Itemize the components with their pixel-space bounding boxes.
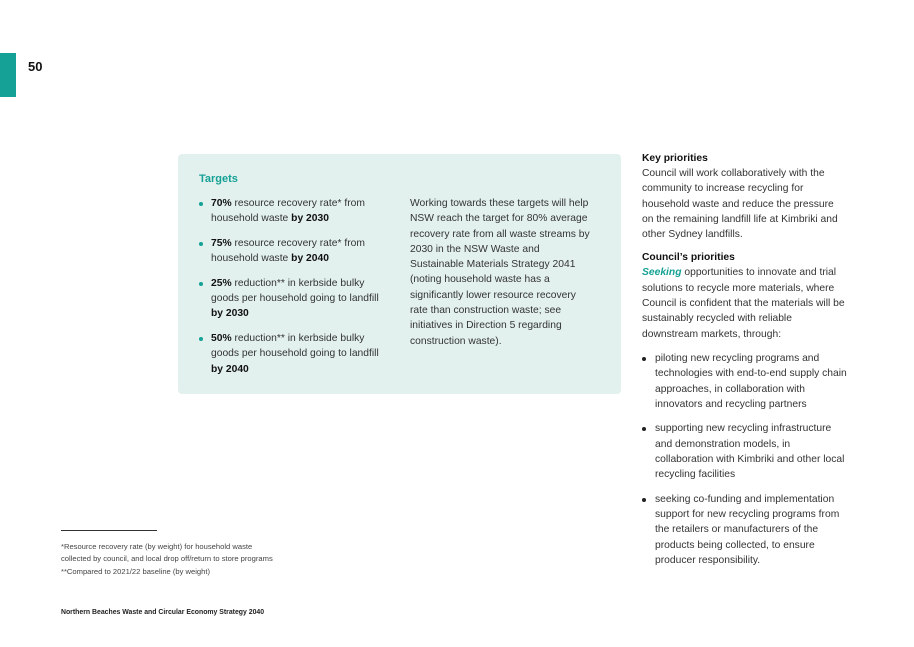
page-number: 50 [28, 59, 43, 74]
priority-bullet: seeking co-funding and implementation support for new recycling programs from the retailers or manufacturers of the products being collected, to ensure producer responsibility. [642, 492, 847, 568]
target-deadline: by 2040 [211, 363, 249, 375]
target-text: resource recovery rate* from household waste [211, 237, 365, 265]
page-tab-marker [0, 53, 16, 97]
footnotes [61, 541, 273, 578]
target-value: 75% [211, 237, 232, 249]
target-item [199, 331, 379, 377]
priorities-bullet-list [642, 351, 847, 568]
footnote-divider [61, 530, 157, 531]
seeking-emphasis: Seeking [642, 267, 682, 279]
target-text: reduction** in kerbside bulky goods per household going to landfill [211, 277, 379, 305]
targets-list [199, 196, 379, 386]
councils-priorities-heading: Council’s priorities [642, 252, 735, 264]
councils-priorities-text [642, 265, 847, 341]
target-value: 25% [211, 277, 232, 289]
priorities-column [642, 151, 847, 577]
priority-bullet: piloting new recycling programs and technologies with end-to-end supply chain approaches, in collaboration with innovators and recycling partners [642, 351, 847, 412]
target-value: 70% [211, 198, 232, 209]
footnote-line: collected by council, and local drop off/return to store programs [61, 554, 273, 564]
footnote-line: **Compared to 2021/22 baseline (by weight) [61, 566, 211, 576]
document-footer: Northern Beaches Waste and Circular Economy Strategy 2040 [61, 609, 265, 616]
target-text: resource recovery rate* from household waste [211, 198, 365, 225]
key-priorities-heading: Key priorities [642, 153, 708, 164]
councils-priorities-body: opportunities to innovate and trial solutions to recycle more materials, where Council is confident that the materials will be sustainably recycled with reliable downstream markets, through: [642, 267, 845, 340]
targets-title: Targets [199, 173, 238, 185]
target-item [199, 196, 379, 227]
target-deadline: by 2030 [291, 213, 329, 225]
key-priorities-text: Council will work collaboratively with the community to increase recycling for household waste and reduce the pressure on the remaining landfill life at Kimbriki and other Sydney landfills. [642, 168, 838, 241]
target-item [199, 276, 379, 322]
targets-paragraph: Working towards these targets will help NSW reach the target for 80% average recovery rate from all waste streams by 2030 in the NSW Waste and Sustainable Materials Strategy 2041 (noting household waste has a significantly lower resource recovery rate than construction waste; see initiatives in Direction 5 regarding construction waste). [410, 198, 590, 347]
target-deadline: by 2040 [291, 253, 329, 265]
target-value: 50% [211, 332, 232, 344]
footnote-line: *Resource recovery rate (by weight) for household waste [61, 542, 253, 551]
target-item [199, 236, 379, 267]
targets-box [178, 154, 621, 394]
target-text: reduction** in kerbside bulky goods per household going to landfill [211, 332, 379, 360]
priority-bullet: supporting new recycling infrastructure and demonstration models, in collaboration with Kimbriki and other local recycling facilities [642, 421, 847, 482]
target-deadline: by 2030 [211, 308, 249, 320]
